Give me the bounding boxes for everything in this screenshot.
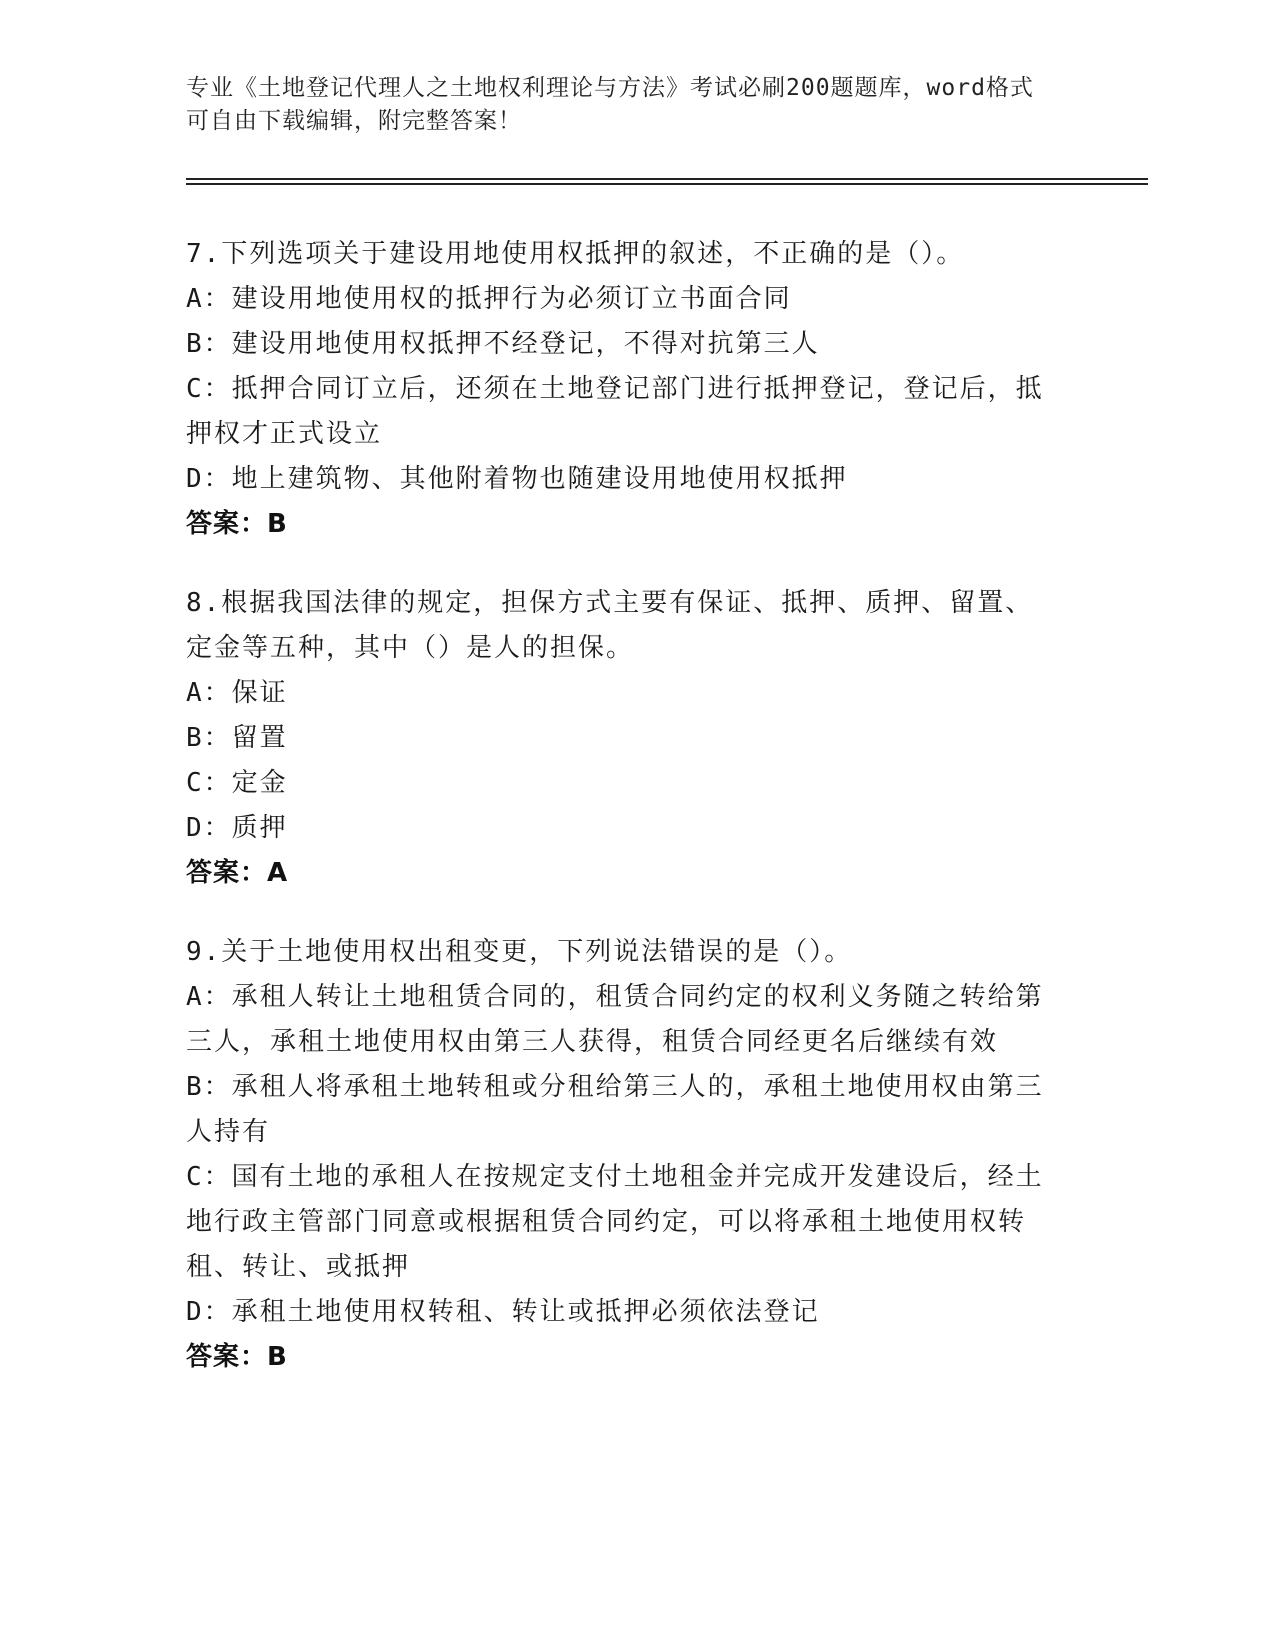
- document-header: [186, 72, 1066, 138]
- question-8-option-c: C：定金: [186, 768, 288, 798]
- question-7-stem: 7.下列选项关于建设用地使用权抵押的叙述，不正确的是（）。: [186, 239, 965, 269]
- question-9-answer: 答案：B: [186, 1342, 288, 1372]
- question-7: [186, 232, 1066, 547]
- question-8: [186, 581, 1066, 896]
- question-7-option-c: C：抵押合同订立后，还须在土地登记部门进行抵押登记，登记后，抵: [186, 374, 1044, 404]
- question-9-option-c-cont-1: 地行政主管部门同意或根据租赁合同约定，可以将承租土地使用权转: [186, 1207, 1027, 1237]
- question-7-option-b: B：建设用地使用权抵押不经登记，不得对抗第三人: [186, 329, 820, 359]
- question-9-option-b: B：承租人将承租土地转租或分租给第三人的，承租土地使用权由第三: [186, 1072, 1044, 1102]
- question-8-stem-cont: 定金等五种，其中（）是人的担保。: [186, 633, 635, 663]
- question-9-option-d: D：承租土地使用权转租、转让或抵押必须依法登记: [186, 1297, 820, 1327]
- question-7-answer: 答案：B: [186, 509, 288, 539]
- question-8-answer: 答案：A: [186, 858, 289, 888]
- question-9-option-c-cont-2: 租、转让、或抵押: [186, 1252, 411, 1282]
- header-divider-bottom: [186, 183, 1148, 185]
- question-7-option-d: D：地上建筑物、其他附着物也随建设用地使用权抵押: [186, 464, 848, 494]
- header-line-2: 可自由下载编辑，附完整答案！: [186, 108, 522, 134]
- question-9-option-b-cont: 人持有: [186, 1117, 271, 1147]
- question-9-option-a: A：承租人转让土地租赁合同的，租赁合同约定的权利义务随之转给第: [186, 982, 1044, 1012]
- question-8-option-a: A：保证: [186, 678, 288, 708]
- question-9: [186, 930, 1066, 1380]
- question-list: [186, 232, 1066, 1414]
- question-9-stem: 9.关于土地使用权出租变更，下列说法错误的是（）。: [186, 937, 853, 967]
- question-8-stem: 8.根据我国法律的规定，担保方式主要有保证、抵押、质押、留置、: [186, 588, 1034, 618]
- question-8-option-b: B：留置: [186, 723, 288, 753]
- question-7-option-c-cont: 押权才正式设立: [186, 419, 383, 449]
- question-9-option-c: C：国有土地的承租人在按规定支付土地租金并完成开发建设后，经土: [186, 1162, 1044, 1192]
- question-8-option-d: D：质押: [186, 813, 288, 843]
- header-divider-top: [186, 178, 1148, 180]
- header-line-1: 专业《土地登记代理人之土地权利理论与方法》考试必刷200题题库，word格式: [186, 75, 1034, 101]
- question-7-option-a: A：建设用地使用权的抵押行为必须订立书面合同: [186, 284, 792, 314]
- question-9-option-a-cont: 三人，承租土地使用权由第三人获得，租赁合同经更名后继续有效: [186, 1027, 999, 1057]
